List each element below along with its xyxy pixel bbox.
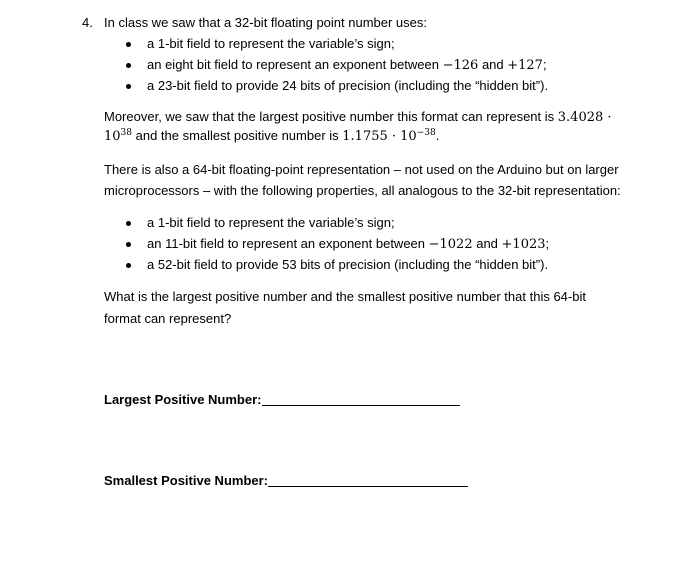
list-item: a 23-bit field to provide 24 bits of precision (including the “hidden bit”). bbox=[104, 77, 664, 98]
list-item: an 11-bit field to represent an exponent between −1022 and +1023; bbox=[104, 235, 664, 256]
bullet-icon bbox=[126, 242, 131, 247]
largest-answer-label: Largest Positive Number: bbox=[104, 392, 262, 407]
largest-answer-row bbox=[104, 391, 460, 409]
bullet-list-32bit bbox=[104, 35, 664, 98]
list-item: a 52-bit field to provide 53 bits of precision (including the “hidden bit”). bbox=[104, 256, 664, 277]
question-number: 4. bbox=[82, 15, 93, 30]
smallest-answer-row bbox=[104, 472, 468, 490]
bullet-icon bbox=[126, 42, 131, 47]
smallest-answer-blank[interactable] bbox=[268, 472, 468, 487]
question-ask: What is the largest positive number and the smallest positive number that this 64-bit format can represent? bbox=[104, 289, 586, 326]
bullet-icon bbox=[126, 221, 131, 226]
question-intro: In class we saw that a 32-bit floating point number uses: bbox=[104, 15, 428, 30]
list-item: a 1-bit field to represent the variable’s sign; bbox=[104, 35, 664, 56]
list-item: a 1-bit field to represent the variable’s sign; bbox=[104, 214, 664, 235]
bullet-icon bbox=[126, 263, 131, 268]
moreover-paragraph: Moreover, we saw that the largest positive number this format can represent is 3.4028 · $10^{38}$ and the smallest positive number is $1.1755 \cdot 10^{-38}$. bbox=[104, 109, 612, 144]
bullet-list-64bit bbox=[104, 214, 664, 277]
smallest-answer-label: Smallest Positive Number: bbox=[104, 473, 268, 488]
sixtyfour-paragraph: There is also a 64-bit floating-point representation – not used on the Arduino but on larger microprocessors – with the following properties, all analogous to the 32-bit representation: bbox=[104, 162, 621, 198]
list-item: an eight bit field to represent an exponent between −126 and +127; bbox=[104, 56, 664, 77]
bullet-icon bbox=[126, 84, 131, 89]
largest-answer-blank[interactable] bbox=[262, 391, 460, 406]
bullet-icon bbox=[126, 63, 131, 68]
